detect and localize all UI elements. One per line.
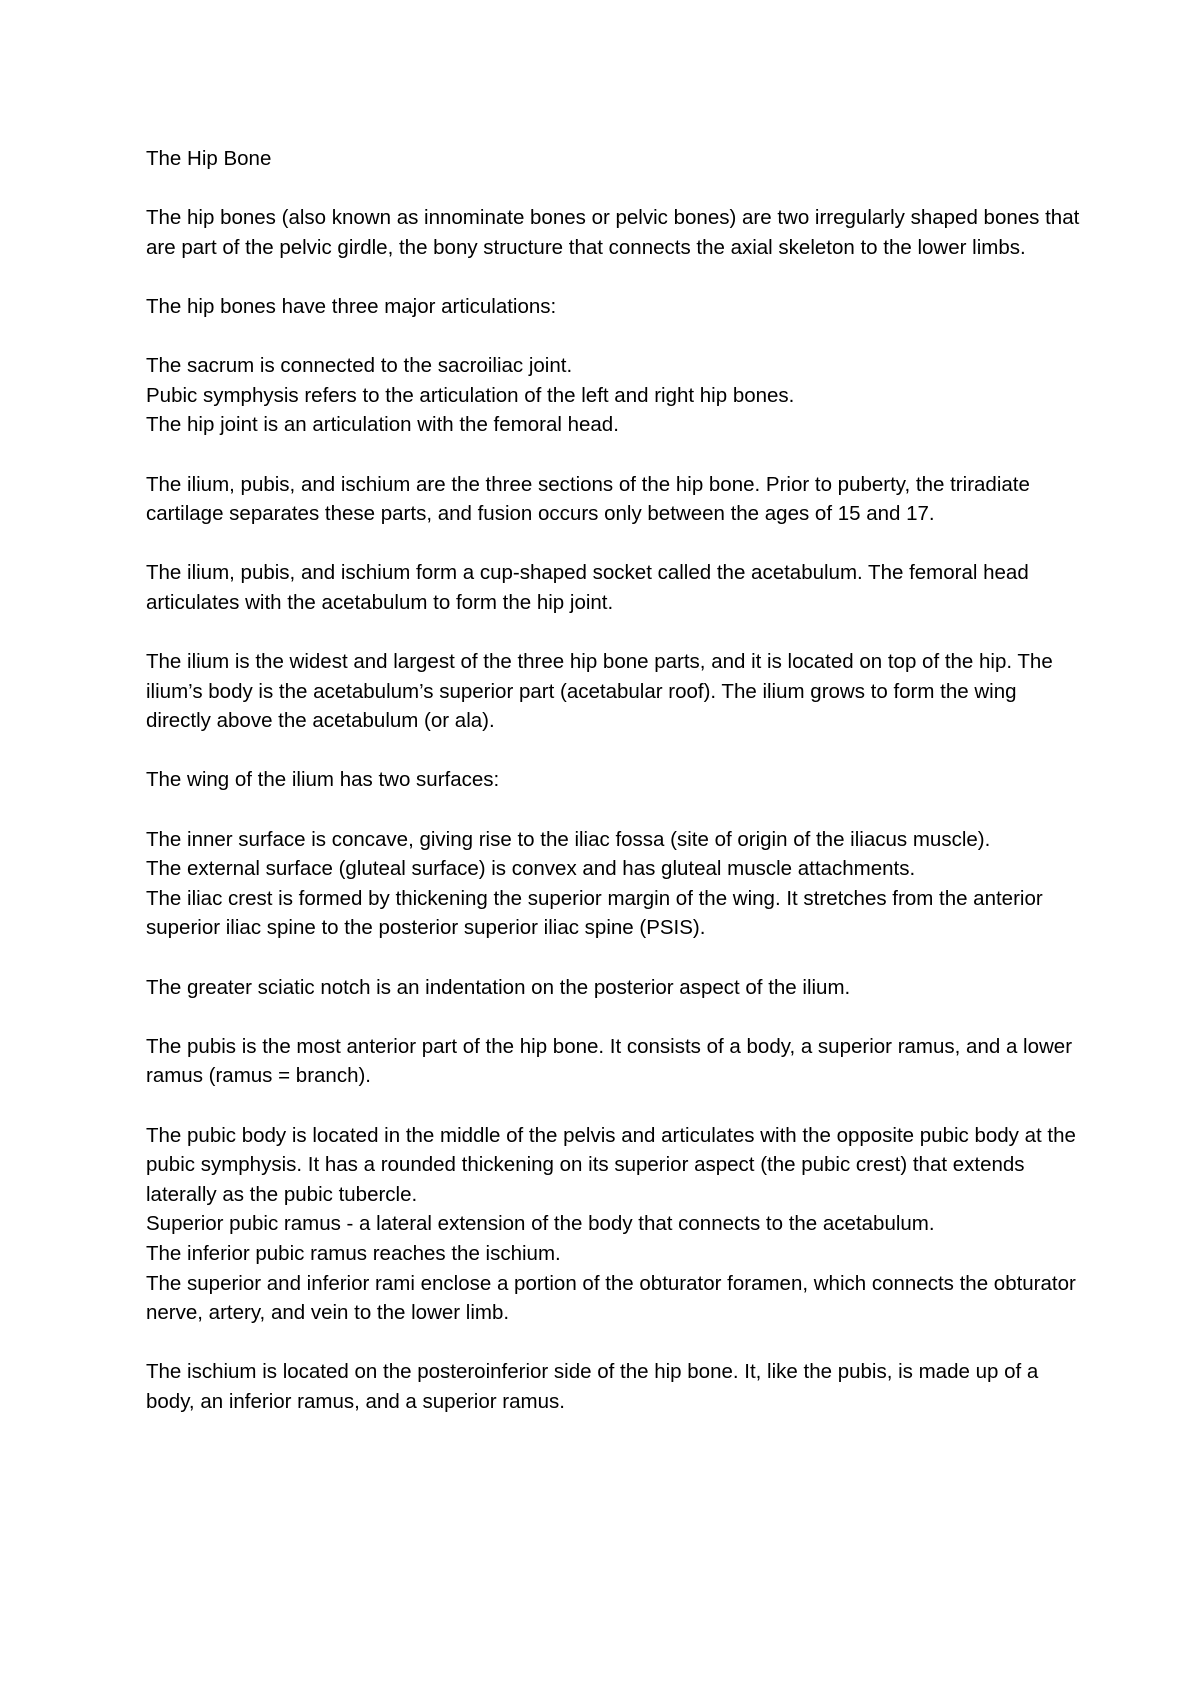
paragraph-block — [146, 470, 1086, 529]
paragraph-line: Pubic symphysis refers to the articulation of the left and right hip bones. — [146, 383, 795, 407]
paragraph-line: The hip bones have three major articulations: — [146, 294, 557, 318]
paragraph-line: The hip bones (also known as innominate bones or pelvic bones) are two irregularly shaped bones that are part of the pelvic girdle, the bony structure that connects the axial skeleton to the lower limbs. — [146, 206, 1080, 259]
paragraph-block — [146, 825, 1086, 943]
paragraph-line: The ilium, pubis, and ischium form a cup-shaped socket called the acetabulum. The femoral head articulates with the acetabulum to form the hip joint. — [146, 561, 1029, 614]
paragraph-line: The pubis is the most anterior part of the hip bone. It consists of a body, a superior ramus, and a lower ramus (ramus = branch). — [146, 1034, 1073, 1088]
paragraph-block — [146, 292, 1086, 322]
paragraph-line: The superior and inferior rami enclose a portion of the obturator foramen, which connects the obturator nerve, artery, and vein to the lower limb. — [146, 1271, 1076, 1325]
paragraph-line: The wing of the ilium has two surfaces: — [146, 768, 500, 792]
paragraph-line: The inferior pubic ramus reaches the ischium. — [146, 1241, 561, 1265]
document-title: The Hip Bone — [146, 147, 272, 170]
paragraph-block — [146, 973, 1086, 1003]
paragraph-line: The ilium is the widest and largest of the three hip bone parts, and it is located on top of the hip. The ilium’s body is the acetabulum’s superior part (acetabular roof). The ilium grows to form the wing directly above the acetabulum (or ala). — [146, 650, 1053, 733]
paragraph-line: Superior pubic ramus - a lateral extension of the body that connects to the acetabulum. — [146, 1212, 935, 1236]
paragraph-line: The external surface (gluteal surface) is convex and has gluteal muscle attachments. — [146, 857, 916, 881]
document-title-block — [146, 144, 1086, 174]
paragraph-line: The pubic body is located in the middle of the pelvis and articulates with the opposite pubic body at the pubic symphysis. It has a rounded thickening on its superior aspect (the pubic crest) that extends laterally as the pubic tubercle. — [146, 1123, 1076, 1206]
paragraph-line: The ischium is located on the posteroinferior side of the hip bone. It, like the pubis, is made up of a body, an inferior ramus, and a superior ramus. — [146, 1360, 1039, 1413]
document-body — [146, 203, 1086, 1416]
paragraph-line: The hip joint is an articulation with the femoral head. — [146, 413, 619, 437]
paragraph-line: The iliac crest is formed by thickening the superior margin of the wing. It stretches from the anterior superior iliac spine to the posterior superior iliac spine (PSIS). — [146, 886, 1043, 940]
paragraph-line: The ilium, pubis, and ischium are the three sections of the hip bone. Prior to puberty, the triradiate cartilage separates these parts, and fusion occurs only between the ages of 15 and 17. — [146, 472, 1030, 526]
paragraph-block — [146, 765, 1086, 795]
paragraph-line: The greater sciatic notch is an indentation on the posterior aspect of the ilium. — [146, 975, 851, 999]
document-page — [146, 144, 1086, 1446]
paragraph-line: The sacrum is connected to the sacroiliac joint. — [146, 354, 573, 378]
paragraph-block — [146, 1032, 1086, 1091]
paragraph-block — [146, 203, 1086, 262]
paragraph-block — [146, 558, 1086, 617]
paragraph-line: The inner surface is concave, giving rise to the iliac fossa (site of origin of the iliacus muscle). — [146, 827, 991, 851]
paragraph-block — [146, 647, 1086, 736]
paragraph-block — [146, 1357, 1086, 1416]
paragraph-block — [146, 1121, 1086, 1328]
paragraph-block — [146, 351, 1086, 440]
